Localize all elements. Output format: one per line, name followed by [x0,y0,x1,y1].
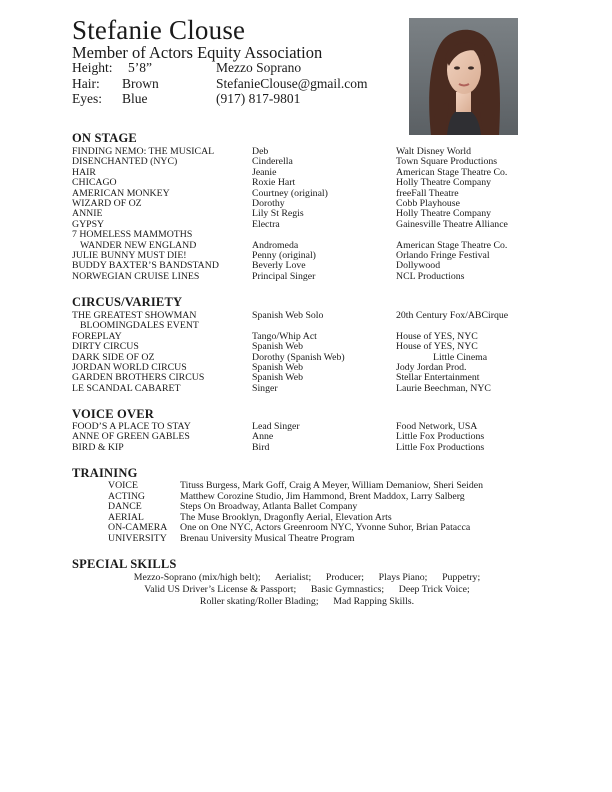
company: Food Network, USA [396,421,478,432]
company: Dollywood [396,260,441,272]
show-title: AMERICAN MONKEY [72,187,170,199]
role: Dorothy (Spanish Web) [252,351,345,363]
training-category: ON-CAMERA [108,522,168,534]
show-title: DIRTY CIRCUS [72,341,139,353]
training-list [108,481,548,545]
show-title: BIRD & KIP [72,441,124,453]
company: NCL Productions [396,270,465,282]
show-title: BUDDY BAXTER’S BANDSTAND [72,260,219,272]
show-title: CHICAGO [72,177,117,189]
section-title-on-stage: ON STAGE [72,131,137,145]
role: Courtney (original) [252,187,328,199]
section-title-special-skills: SPECIAL SKILLS [72,557,177,571]
section-title-circus-variety: CIRCUS/VARIETY [72,295,183,309]
training-detail: Brenau University Musical Theatre Program [180,532,355,544]
show-title: DARK SIDE OF OZ [72,351,155,363]
company: 20th Century Fox/ABCirque [396,310,509,321]
show-title: NORWEGIAN CRUISE LINES [72,270,200,282]
role: Lily St Regis [252,208,304,220]
show-title: GARDEN BROTHERS CIRCUS [72,372,205,384]
credit-row [72,178,542,188]
vitals-row-eyes [72,91,402,107]
role: Cinderella [252,156,293,168]
company: Holly Theatre Company [396,208,492,220]
credit-row [72,443,542,453]
vitals-row-height [72,60,402,76]
show-title: THE GREATEST SHOWMAN [72,310,197,321]
eyes-value: Blue [122,91,148,106]
training-category: AERIAL [108,511,144,523]
company: House of YES, NYC [396,330,478,342]
height-value: 5’8” [128,60,152,75]
company [396,230,542,240]
company: House of YES, NYC [396,341,478,353]
show-title: WIZARD OF OZ [72,197,142,209]
role: Spanish Web [252,341,304,353]
training-detail: Tituss Burgess, Mark Goff, Craig A Meyer, William Demaniow, Sheri Seiden [180,480,483,491]
hair-value: Brown [122,75,159,91]
credit-row [72,230,542,240]
company: Jody Jordan Prod. [396,361,467,373]
company: Orlando Fringe Festival [396,249,490,261]
company: Cobb Playhouse [396,197,460,209]
training-detail: Matthew Corozine Studio, Jim Hammond, Brent Maddox, Larry Salberg [180,490,465,502]
role: Dorothy [252,197,285,209]
role: Anne [252,431,274,443]
show-title: FOREPLAY [72,330,122,342]
show-title: GYPSY [72,218,105,230]
role: Spanish Web Solo [252,310,324,321]
training-detail: Steps On Broadway, Atlanta Ballet Company [180,501,358,513]
special-skills-list [72,572,542,608]
role: Singer [252,382,278,394]
show-title: HAIR [72,166,96,178]
credit-row [72,189,542,199]
role: Principal Singer [252,270,316,282]
voice-over-credits [72,422,542,453]
company: Holly Theatre Company [396,177,492,189]
show-title: JORDAN WORLD CIRCUS [72,361,187,373]
role: Spanish Web [252,361,304,373]
company: freeFall Theatre [396,187,459,199]
role: Deb [252,146,269,157]
eyes-label: Eyes: [72,91,102,106]
show-title: FINDING NEMO: THE MUSICAL [72,146,215,157]
show-title: WANDER NEW ENGLAND [80,239,197,251]
show-title: FOOD’S A PLACE TO STAY [72,421,191,432]
company: Walt Disney World [396,146,471,157]
credit-row [72,342,542,352]
union-affiliation: Member of Actors Equity Association [72,43,323,62]
headshot-photo [409,18,518,135]
company: Gainesville Theatre Alliance [396,218,508,230]
performer-name: Stefanie Clouse [72,15,246,45]
training-row [108,534,548,545]
role [252,230,396,240]
show-title: 7 HOMELESS MAMMOTHS [72,229,193,241]
vitals-row-hair [72,76,402,92]
email-link[interactable]: StefanieClouse@gmail.com [216,75,368,91]
height-label: Height: [72,60,113,75]
on-stage-credits [72,147,542,282]
company: Little Fox Productions [396,441,485,453]
skills-line: Valid US Driver’s License & Passport; Basic Gymnastics; Deep Trick Voice; [144,584,470,595]
company: Laurie Beechman, NYC [396,382,491,394]
role: Spanish Web [252,372,304,384]
company: Stellar Entertainment [396,372,480,384]
training-category: UNIVERSITY [108,532,167,544]
company: American Stage Theatre Co. [396,239,508,251]
credit-row [72,384,542,394]
role: Electra [252,218,280,230]
company: American Stage Theatre Co. [396,166,508,178]
skills-line: Mezzo-Soprano (mix/high belt); Aerialist; Producer; Plays Piano; Puppetry; [133,572,481,583]
section-title-voice-over: VOICE OVER [72,407,154,421]
role: Jeanie [252,166,277,178]
circus-credits [72,311,542,394]
role: Andromeda [252,239,299,251]
phone-number: (917) 817-9801 [216,91,301,106]
company: Little Cinema [433,351,488,363]
training-category: ACTING [108,490,146,502]
training-detail: The Muse Brooklyn, Dragonfly Aerial, Elevation Arts [180,511,392,523]
credit-row [72,272,542,282]
show-title: LE SCANDAL CABARET [72,382,181,394]
company: Town Square Productions [396,156,498,168]
show-title: ANNIE [72,208,103,220]
role: Tango/Whip Act [252,330,317,342]
voice-type: Mezzo Soprano [216,60,302,75]
training-detail: One on One NYC, Actors Greenroom NYC, Yvonne Suhor, Brian Patacca [180,522,471,534]
role: Roxie Hart [252,177,296,189]
role: Penny (original) [252,249,316,261]
training-row [108,481,548,492]
role: Beverly Love [252,260,306,272]
training-category: VOICE [108,480,138,491]
training-category: DANCE [108,501,142,513]
show-title: JULIE BUNNY MUST DIE! [72,249,187,261]
show-title: DISENCHANTED (NYC) [72,156,178,168]
vitals-block [72,60,402,107]
section-title-training: TRAINING [72,466,138,480]
show-title: ANNE OF GREEN GABLES [72,431,190,443]
hair-label: Hair: [72,75,100,91]
show-title: BLOOMINGDALES EVENT [80,320,199,332]
role: Lead Singer [252,421,300,432]
company: Little Fox Productions [396,431,485,443]
role: Bird [252,441,270,453]
skills-line: Roller skating/Roller Blading; Mad Rapping Skills. [199,596,415,607]
